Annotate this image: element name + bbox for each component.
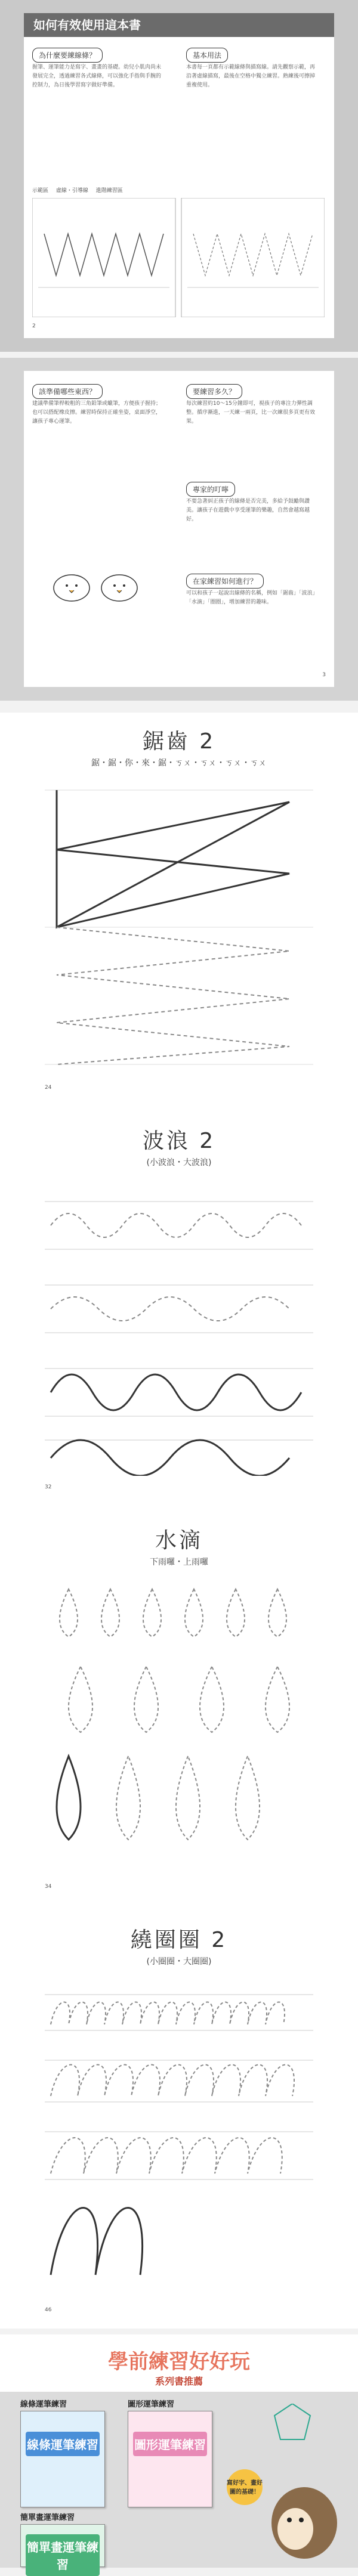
page-number: 32 bbox=[45, 1484, 52, 1490]
book-cover-drawing[interactable] bbox=[20, 2524, 105, 2572]
q4-text: 每次練習約10～15分鐘即可，視孩子的專注力彈性調整。循序漸進，一天練一兩頁，比一次練很多頁更有效果。 bbox=[186, 401, 316, 425]
book-cover-lines[interactable] bbox=[20, 2411, 105, 2507]
section-title: 繞圈圈 2 bbox=[130, 1928, 228, 1952]
section-loop bbox=[0, 1911, 358, 2323]
book-cover-title: 圖形運筆練習 bbox=[133, 2432, 207, 2456]
promo-subtitle: 系列書推薦 bbox=[155, 2376, 203, 2387]
section-title: 水滴 bbox=[155, 1528, 203, 1553]
book-cover-title: 線條運筆練習 bbox=[26, 2432, 100, 2456]
section-title: 鋸齒 2 bbox=[142, 729, 216, 754]
section-title: 波浪 2 bbox=[142, 1129, 216, 1153]
page-number: 34 bbox=[45, 1884, 52, 1890]
drop-practice bbox=[45, 1577, 313, 1875]
legend bbox=[32, 186, 129, 194]
promo-bubble: 寫好字、畫好圖的基礎！ bbox=[227, 2469, 263, 2505]
page-number: 24 bbox=[45, 1085, 52, 1091]
series-promo bbox=[0, 2334, 358, 2572]
page-number: 46 bbox=[45, 2307, 52, 2313]
page-number: 2 bbox=[32, 323, 36, 329]
q6-heading: 在家練習如何進行？ bbox=[186, 574, 264, 589]
intro-page-1 bbox=[0, 0, 358, 352]
book-label: 線條運筆練習 bbox=[20, 2400, 67, 2409]
section-zigzag bbox=[0, 713, 358, 1100]
intro-page-2 bbox=[0, 358, 358, 701]
q5-heading: 專家的叮嚀 bbox=[186, 482, 235, 497]
q5-text: 不要急著糾正孩子的線條是否完美，多給予鼓勵與讚美。讓孩子在遊戲中享受運筆的樂趣，自然會越寫越好。 bbox=[186, 499, 310, 522]
section-drop bbox=[0, 1512, 358, 1899]
book-cover-shapes[interactable] bbox=[128, 2411, 212, 2507]
legend-item: 示範區 bbox=[32, 188, 49, 194]
q4-heading: 要練習多久？ bbox=[186, 384, 242, 399]
book-cover-title: 簡單畫運筆練習 bbox=[26, 2534, 100, 2576]
q1-text: 握筆、運筆能力是寫字、畫畫的基礎。幼兒小肌肉尚未發展完全，透過練習各式線條，可以強化手指與手腕的控制力，為日後學習寫字做好準備。 bbox=[32, 64, 162, 88]
q2-text: 本書每一頁都有示範線條與描寫線。請先觀察示範，再沿著虛線描寫，最後在空格中獨立練習。熟練後可擦掉重複使用。 bbox=[186, 64, 316, 88]
q2-heading: 基本用法 bbox=[186, 48, 228, 63]
workbook-pages bbox=[0, 713, 358, 2329]
loop-practice bbox=[45, 1977, 313, 2299]
promo-books-area bbox=[0, 2392, 358, 2572]
promo-title: 學前練習好好玩 bbox=[108, 2350, 250, 2374]
section-wave bbox=[0, 1112, 358, 1500]
q3-text: 建議準備筆桿較粗的三角鉛筆或蠟筆，方便孩子握持；也可以搭配橡皮擦。練習時保持正確坐姿，桌面淨空，讓孩子專心運筆。 bbox=[32, 401, 162, 425]
wave-practice bbox=[45, 1178, 313, 1476]
legend-item: 進階練習區 bbox=[95, 188, 123, 194]
legend-item: 虛線・引導線 bbox=[55, 188, 88, 194]
chick-illustration bbox=[48, 568, 143, 603]
book-label: 圖形運筆練習 bbox=[128, 2400, 175, 2409]
book-label: 簡單畫運筆練習 bbox=[20, 2513, 75, 2522]
section-subtitle: 鋸・鋸・你・來・鋸・ㄎㄨ・ㄎㄨ・ㄎㄨ・ㄎㄨ bbox=[91, 758, 267, 768]
intro-sheet-1 bbox=[24, 13, 334, 338]
section-subtitle: 下雨囉・上雨囉 bbox=[150, 1558, 208, 1567]
page-number: 3 bbox=[322, 672, 326, 678]
q3-heading: 該準備哪些東西？ bbox=[32, 384, 103, 399]
intro-title: 如何有效使用這本書 bbox=[24, 13, 334, 37]
zigzag-practice bbox=[45, 778, 313, 1082]
intro-sheet-2 bbox=[24, 371, 334, 687]
section-subtitle: (小波浪・大波浪) bbox=[146, 1158, 212, 1168]
q6-text: 可以和孩子一起說出線條的名稱，例如「鋸齒」「波浪」「水滴」「圈圈」，增加練習的趣味。 bbox=[186, 590, 316, 605]
q1-heading: 為什麼要練線條？ bbox=[32, 48, 103, 63]
sample-spread bbox=[32, 198, 325, 317]
section-subtitle: (小圈圈・大圈圈) bbox=[146, 1957, 212, 1967]
